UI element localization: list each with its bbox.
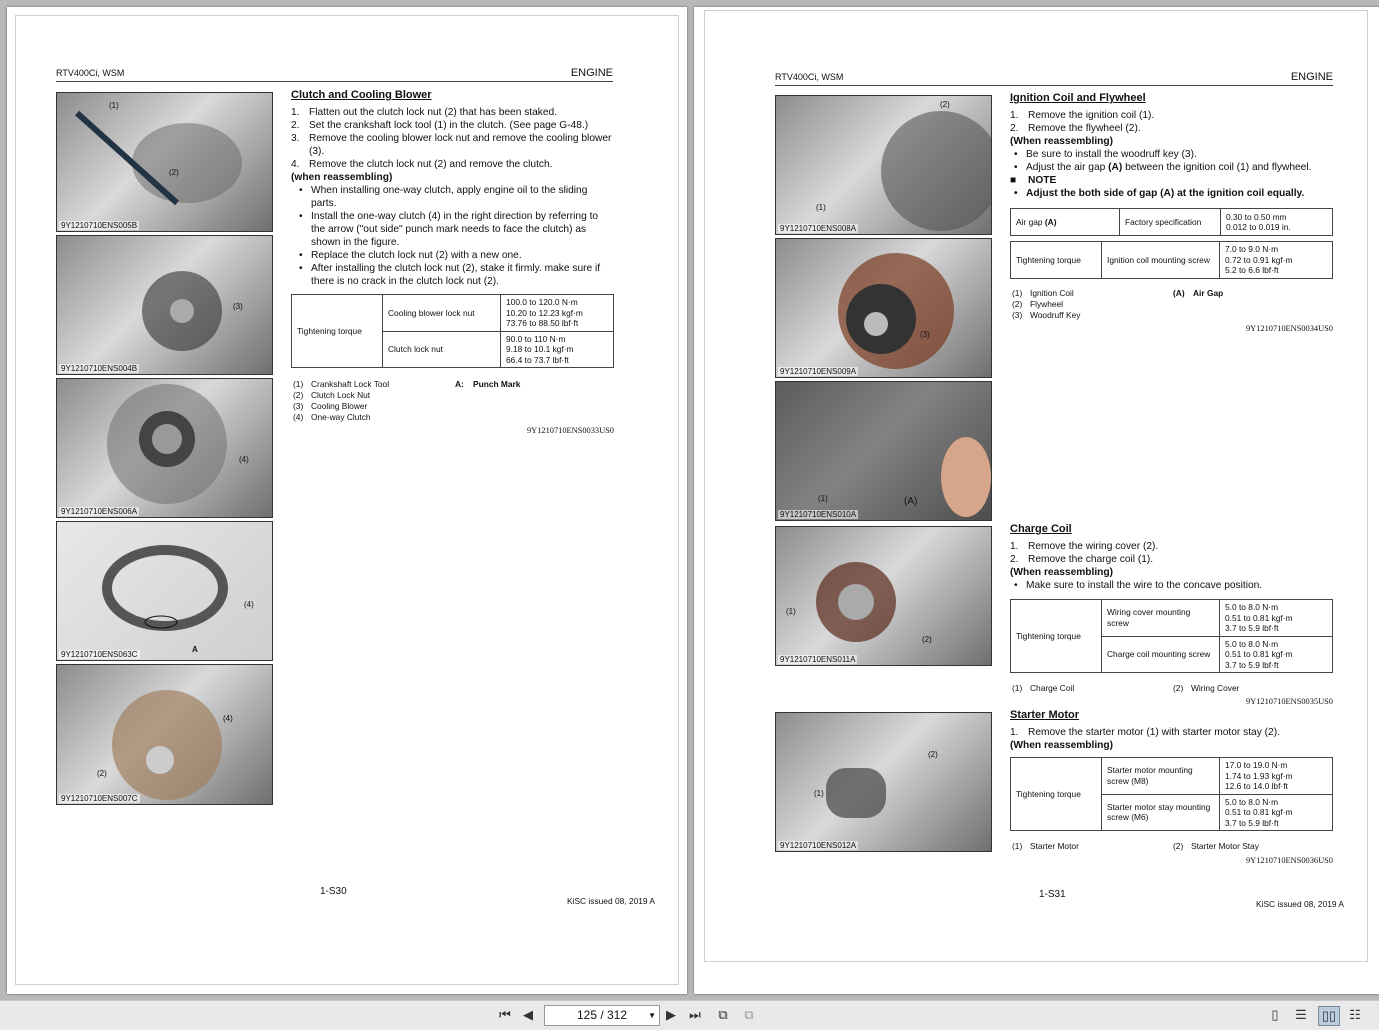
table-item: Cooling blower lock nut bbox=[383, 295, 501, 332]
section-title: Clutch and Cooling Blower bbox=[291, 89, 432, 101]
bullet-item: • Install the one-way clutch (4) in the right direction by referring to the arrow ("out side" punch mark needs to face the clutch) as shown in the figure. bbox=[291, 210, 615, 249]
photo-caption: 9Y1210710ENS009A bbox=[780, 367, 857, 376]
bullet-text: After installing the clutch lock nut (2), stake it firmly. make sure if there is no crack in the clutch lock nut (2). bbox=[311, 263, 601, 287]
step-number: 1. bbox=[291, 107, 300, 118]
charge-torque-table bbox=[1010, 599, 1333, 673]
callout: (2) bbox=[169, 168, 179, 177]
two-page-view-icon[interactable]: ▯▯ bbox=[1318, 1006, 1340, 1026]
bullet-text: Make sure to install the wire to the concave position. bbox=[1026, 580, 1263, 591]
charge-steps bbox=[1010, 540, 1340, 592]
photo-air-gap bbox=[775, 381, 992, 521]
note-square-icon: ■ bbox=[1010, 175, 1017, 186]
table-item: Starter motor stay mounting screw (M6) bbox=[1102, 794, 1220, 831]
table-value bbox=[1220, 794, 1333, 831]
starter-torque-table bbox=[1010, 757, 1333, 831]
legend-item bbox=[293, 379, 389, 390]
table-value bbox=[501, 295, 614, 332]
callout: (2) bbox=[928, 750, 938, 759]
value-nm: 100.0 to 120.0 N·m bbox=[506, 297, 578, 307]
header-rule bbox=[56, 81, 613, 82]
value-lbfft: 73.76 to 88.50 lbf·ft bbox=[506, 318, 579, 328]
step-text: Remove the flywheel (2). bbox=[1028, 123, 1141, 134]
legend-item bbox=[293, 412, 389, 423]
document-id: 9Y1210710ENS0036US0 bbox=[1245, 856, 1333, 865]
legend-text: Air Gap bbox=[1193, 288, 1224, 298]
step-number: 1. bbox=[1010, 541, 1019, 552]
bullet-text-part: between the ignition coil (1) and flywheel. bbox=[1122, 162, 1312, 173]
step-text: Remove the cooling blower lock nut and remove the cooling blower (3). bbox=[309, 133, 612, 157]
photo-ignition-coil bbox=[775, 95, 992, 235]
value-kgfm: 9.18 to 10.1 kgf·m bbox=[506, 344, 574, 354]
legend-number: (1) bbox=[293, 379, 304, 389]
value-nm: 17.0 to 19.0 N·m bbox=[1225, 760, 1288, 770]
two-page-continuous-view-icon[interactable]: ☷ bbox=[1349, 1007, 1361, 1022]
value-nm: 90.0 to 110 N·m bbox=[506, 333, 566, 344]
header-right: ENGINE bbox=[570, 67, 613, 79]
airgap-table bbox=[1010, 208, 1333, 236]
legend-number: (2) bbox=[1173, 683, 1184, 693]
document-id: 9Y1210710ENS0033US0 bbox=[526, 426, 614, 435]
section-title-charge: Charge Coil bbox=[1010, 523, 1072, 535]
step-text: Remove the ignition coil (1). bbox=[1028, 110, 1155, 121]
step-item bbox=[1010, 553, 1340, 566]
torque-table bbox=[291, 294, 614, 368]
ignition-legend bbox=[1012, 288, 1080, 321]
legend-text: Starter Motor bbox=[1030, 841, 1079, 851]
legend-air-gap bbox=[1173, 288, 1223, 299]
bullet-text-bold: (A) bbox=[1108, 162, 1123, 173]
step-number: 2. bbox=[1010, 123, 1019, 134]
callout: (2) bbox=[97, 769, 107, 778]
photo-clutch-lock-tool bbox=[56, 92, 273, 232]
note-item: • Adjust the both side of gap (A) at the ignition coil equally. bbox=[1014, 188, 1305, 199]
legend-number: (3) bbox=[293, 401, 304, 411]
value-kgfm: 0.51 to 0.81 kgf·m bbox=[1225, 807, 1293, 817]
step-number: 1. bbox=[1010, 110, 1019, 121]
step-item bbox=[291, 132, 615, 158]
issued-note: KiSC issued 08, 2019 A bbox=[1256, 899, 1344, 909]
section-title-starter: Starter Motor bbox=[1010, 709, 1080, 721]
chevron-down-icon[interactable]: ▼ bbox=[648, 1011, 656, 1020]
photo-caption: 9Y1210710ENS012A bbox=[780, 841, 857, 850]
step-number: 4. bbox=[291, 159, 300, 170]
table-item: Clutch lock nut bbox=[383, 331, 501, 368]
photo-caption: 9Y1210710ENS007C bbox=[61, 794, 138, 803]
rotate-icon[interactable]: ⧉ bbox=[718, 1007, 728, 1022]
step-text: Remove the charge coil (1). bbox=[1028, 554, 1154, 565]
table-item: Ignition coil mounting screw bbox=[1102, 242, 1220, 279]
table-label: Tightening torque bbox=[292, 295, 383, 368]
starter-legend-left bbox=[1012, 841, 1079, 852]
page-display: 125 / 312 bbox=[576, 1008, 628, 1022]
legend-text: Ignition Coil bbox=[1030, 288, 1074, 298]
legend-number: (A) bbox=[1173, 288, 1185, 298]
charge-legend-right bbox=[1173, 683, 1239, 694]
first-page-icon[interactable]: ⏮ bbox=[499, 1007, 511, 1022]
step-item bbox=[1010, 109, 1340, 122]
photo-caption: 9Y1210710ENS011A bbox=[780, 655, 856, 664]
value-kgfm: 1.74 to 1.93 kgf·m bbox=[1225, 770, 1293, 781]
photo-clutch-lock-nut bbox=[56, 664, 273, 805]
step-number: 2. bbox=[1010, 554, 1019, 565]
value-lbfft: 3.7 to 5.9 lbf·ft bbox=[1225, 817, 1279, 828]
table-label: Tightening torque bbox=[1011, 242, 1102, 279]
table-label bbox=[1011, 209, 1120, 236]
legend-number: (2) bbox=[293, 390, 304, 400]
step-text: Remove the clutch lock nut (2) and remove the clutch. bbox=[309, 159, 553, 170]
page-left bbox=[7, 7, 687, 994]
document-id: 9Y1210710ENS0034US0 bbox=[1245, 324, 1333, 333]
legend-number: (3) bbox=[1012, 310, 1023, 320]
table-label: Tightening torque bbox=[1011, 758, 1102, 831]
legend-number: (2) bbox=[1012, 299, 1023, 309]
step-item bbox=[1010, 540, 1340, 553]
bullet-item: • After installing the clutch lock nut (2), stake it firmly. make sure if there is no crack in the clutch lock nut (2). bbox=[291, 262, 615, 288]
reassembly-heading: (When reassembling) bbox=[1010, 740, 1114, 751]
legend-number: (1) bbox=[1012, 288, 1023, 298]
photo-cooling-blower bbox=[56, 235, 273, 375]
photo-caption: 9Y1210710ENS008A bbox=[780, 224, 857, 233]
legend-text: Charge Coil bbox=[1030, 683, 1075, 693]
bullet-item: • Replace the clutch lock nut (2) with a new one. bbox=[299, 250, 522, 261]
page-number: 1-S31 bbox=[1039, 889, 1066, 900]
step-text: Set the crankshaft lock tool (1) in the clutch. (See page G-48.) bbox=[309, 120, 589, 131]
note-heading bbox=[1010, 174, 1340, 187]
callout: (4) bbox=[223, 714, 233, 723]
note-text: Adjust the both side of gap (A) at the ignition coil equally. bbox=[1026, 188, 1305, 199]
callout: A bbox=[192, 645, 198, 654]
callout: (2) bbox=[922, 635, 932, 644]
procedure-steps bbox=[291, 106, 615, 288]
legend-punch-mark bbox=[455, 379, 520, 390]
step-text: Flatten out the clutch lock nut (2) that has been staked. bbox=[309, 107, 558, 118]
section-title-ignition: Ignition Coil and Flywheel bbox=[1010, 92, 1146, 104]
step-text: Remove the starter motor (1) with starter motor stay (2). bbox=[1028, 727, 1280, 738]
bullet-item: • Be sure to install the woodruff key (3). bbox=[1014, 149, 1197, 160]
value-nm: 7.0 to 9.0 N·m bbox=[1225, 244, 1279, 254]
callout: (4) bbox=[244, 600, 254, 609]
callout: (1) bbox=[818, 494, 828, 503]
value-lbfft: 12.6 to 14.0 lbf·ft bbox=[1225, 781, 1288, 791]
legend-number: (1) bbox=[1012, 683, 1023, 693]
page-number: 1-S30 bbox=[320, 886, 347, 897]
callout: (1) bbox=[109, 101, 119, 110]
header-right: ENGINE bbox=[1290, 71, 1333, 83]
photo-clutch-assembly bbox=[56, 378, 273, 518]
next-page-icon[interactable]: ▶ bbox=[666, 1007, 676, 1022]
callout: (4) bbox=[239, 455, 249, 464]
bullet-text: Replace the clutch lock nut (2) with a new one. bbox=[311, 250, 522, 261]
value-lbfft: 3.7 to 5.9 lbf·ft bbox=[1225, 659, 1279, 670]
callout: (3) bbox=[920, 330, 930, 339]
legend-item bbox=[1012, 299, 1080, 310]
photo-caption: 9Y1210710ENS004B bbox=[61, 364, 138, 373]
photo-starter-motor bbox=[775, 712, 992, 852]
step-item bbox=[1010, 122, 1340, 135]
table-label: Tightening torque bbox=[1011, 600, 1102, 673]
value-nm: 5.0 to 8.0 N·m bbox=[1225, 602, 1279, 612]
value-lbfft: 5.2 to 6.6 lbf·ft bbox=[1225, 265, 1279, 275]
table-value bbox=[1220, 636, 1333, 673]
legend-item bbox=[1012, 310, 1080, 321]
single-page-view-icon[interactable]: ▯ bbox=[1271, 1007, 1279, 1022]
callout: (1) bbox=[786, 607, 796, 616]
reassembly-heading: (When reassembling) bbox=[1010, 567, 1114, 578]
viewer-toolbar bbox=[0, 1000, 1379, 1030]
legend-text: One-way Clutch bbox=[311, 412, 371, 422]
step-item bbox=[291, 158, 615, 171]
photo-one-way-clutch bbox=[56, 521, 273, 661]
legend-number: (2) bbox=[1173, 841, 1184, 851]
legend-item bbox=[293, 401, 389, 412]
label-bold: (A) bbox=[1044, 216, 1057, 227]
step-number: 1. bbox=[1010, 727, 1019, 738]
step-number: 3. bbox=[291, 133, 300, 144]
note-label: NOTE bbox=[1028, 175, 1057, 186]
legend-text: Crankshaft Lock Tool bbox=[311, 379, 390, 389]
legend-number: (4) bbox=[293, 412, 304, 422]
label-text: Air gap bbox=[1016, 216, 1045, 227]
value-mm: 0.30 to 0.50 mm bbox=[1226, 211, 1287, 222]
step-item bbox=[1010, 726, 1340, 739]
legend-item bbox=[1012, 288, 1080, 299]
table-value bbox=[1221, 209, 1333, 236]
photo-flywheel-stator bbox=[775, 238, 992, 378]
legend-text: Starter Motor Stay bbox=[1191, 841, 1259, 851]
page-right bbox=[694, 7, 1379, 994]
page-number-input[interactable] bbox=[544, 1005, 660, 1026]
legend-number: (1) bbox=[1012, 841, 1023, 851]
header-left: RTV400Ci, WSM bbox=[775, 72, 844, 82]
legend-text: Woodruff Key bbox=[1030, 310, 1081, 320]
value-kgfm: 0.51 to 0.81 kgf·m bbox=[1225, 612, 1293, 623]
photo-caption: 9Y1210710ENS005B bbox=[61, 221, 138, 230]
callout: (1) bbox=[814, 789, 824, 798]
photo-caption: 9Y1210710ENS010A bbox=[780, 510, 857, 519]
table-item: Wiring cover mounting screw bbox=[1102, 600, 1220, 637]
value-lbfft: 3.7 to 5.9 lbf·ft bbox=[1225, 623, 1279, 633]
starter-steps bbox=[1010, 726, 1340, 752]
ignition-steps bbox=[1010, 109, 1340, 200]
value-nm: 5.0 to 8.0 N·m bbox=[1225, 796, 1279, 807]
continuous-view-icon[interactable]: ☰ bbox=[1295, 1007, 1307, 1022]
photo-charge-coil bbox=[775, 526, 992, 666]
callout: (2) bbox=[940, 100, 950, 109]
callout: (3) bbox=[233, 302, 243, 311]
header-rule bbox=[775, 85, 1333, 86]
callout: (1) bbox=[816, 203, 826, 212]
bullet-text: Install the one-way clutch (4) in the right direction by referring to the arrow ("out side" punch mark needs to face the clutch) as shown in the figure. bbox=[311, 211, 599, 248]
table-item: Charge coil mounting screw bbox=[1102, 636, 1220, 673]
legend-number: A: bbox=[455, 379, 464, 389]
value-kgfm: 10.20 to 12.23 kgf·m bbox=[506, 307, 583, 318]
photo-caption: 9Y1210710ENS006A bbox=[61, 507, 138, 516]
value-lbfft: 66.4 to 73.7 lbf·ft bbox=[506, 354, 569, 365]
legend-text: Clutch Lock Nut bbox=[311, 390, 371, 400]
step-item bbox=[291, 106, 615, 119]
bullet-item: • When installing one-way clutch, apply engine oil to the sliding parts. bbox=[291, 184, 615, 210]
reassembly-heading: (When reassembling) bbox=[1010, 136, 1114, 147]
prev-page-icon[interactable]: ◀ bbox=[523, 1007, 533, 1022]
issued-note: KiSC issued 08, 2019 A bbox=[567, 896, 655, 906]
parts-legend bbox=[293, 379, 389, 423]
legend-text: Punch Mark bbox=[473, 379, 521, 389]
starter-legend-right bbox=[1173, 841, 1259, 852]
legend-text: Cooling Blower bbox=[311, 401, 368, 411]
step-item bbox=[291, 119, 615, 132]
table-value bbox=[1220, 758, 1333, 795]
table-value bbox=[1220, 242, 1333, 279]
last-page-icon[interactable]: ⏭ bbox=[689, 1007, 701, 1022]
bullet-text-part: Adjust the air gap bbox=[1026, 162, 1109, 173]
reassembly-heading: (when reassembling) bbox=[291, 172, 393, 183]
header-left: RTV400Ci, WSM bbox=[56, 68, 125, 78]
table-value bbox=[501, 331, 614, 368]
value-kgfm: 0.72 to 0.91 kgf·m bbox=[1225, 254, 1293, 265]
photo-caption: 9Y1210710ENS063C bbox=[61, 650, 138, 659]
value-in: 0.012 to 0.019 in. bbox=[1226, 222, 1291, 232]
value-kgfm: 0.51 to 0.81 kgf·m bbox=[1225, 649, 1293, 659]
bullet-text bbox=[1026, 161, 1311, 174]
value-nm: 5.0 to 8.0 N·m bbox=[1225, 638, 1279, 649]
bullet-item: • Make sure to install the wire to the concave position. bbox=[1014, 580, 1263, 591]
step-number: 2. bbox=[291, 120, 300, 131]
legend-item bbox=[293, 390, 389, 401]
document-id: 9Y1210710ENS0035US0 bbox=[1245, 697, 1333, 706]
ignition-torque-table bbox=[1010, 241, 1333, 279]
bullet-text: When installing one-way clutch, apply engine oil to the sliding parts. bbox=[311, 185, 588, 209]
copy-icon[interactable]: ⧉ bbox=[744, 1007, 754, 1022]
table-item: Starter motor mounting screw (M8) bbox=[1102, 758, 1220, 795]
table-spec: Factory specification bbox=[1120, 209, 1221, 236]
step-text: Remove the wiring cover (2). bbox=[1028, 541, 1159, 552]
bullet-text: Be sure to install the woodruff key (3). bbox=[1026, 149, 1197, 160]
legend-text: Flywheel bbox=[1030, 299, 1064, 309]
charge-legend-left bbox=[1012, 683, 1074, 694]
callout: (A) bbox=[904, 496, 918, 507]
bullet-item: • Adjust the air gap (A) between the ignition coil (1) and flywheel. bbox=[1014, 162, 1312, 173]
table-value bbox=[1220, 600, 1333, 637]
legend-text: Wiring Cover bbox=[1191, 683, 1240, 693]
